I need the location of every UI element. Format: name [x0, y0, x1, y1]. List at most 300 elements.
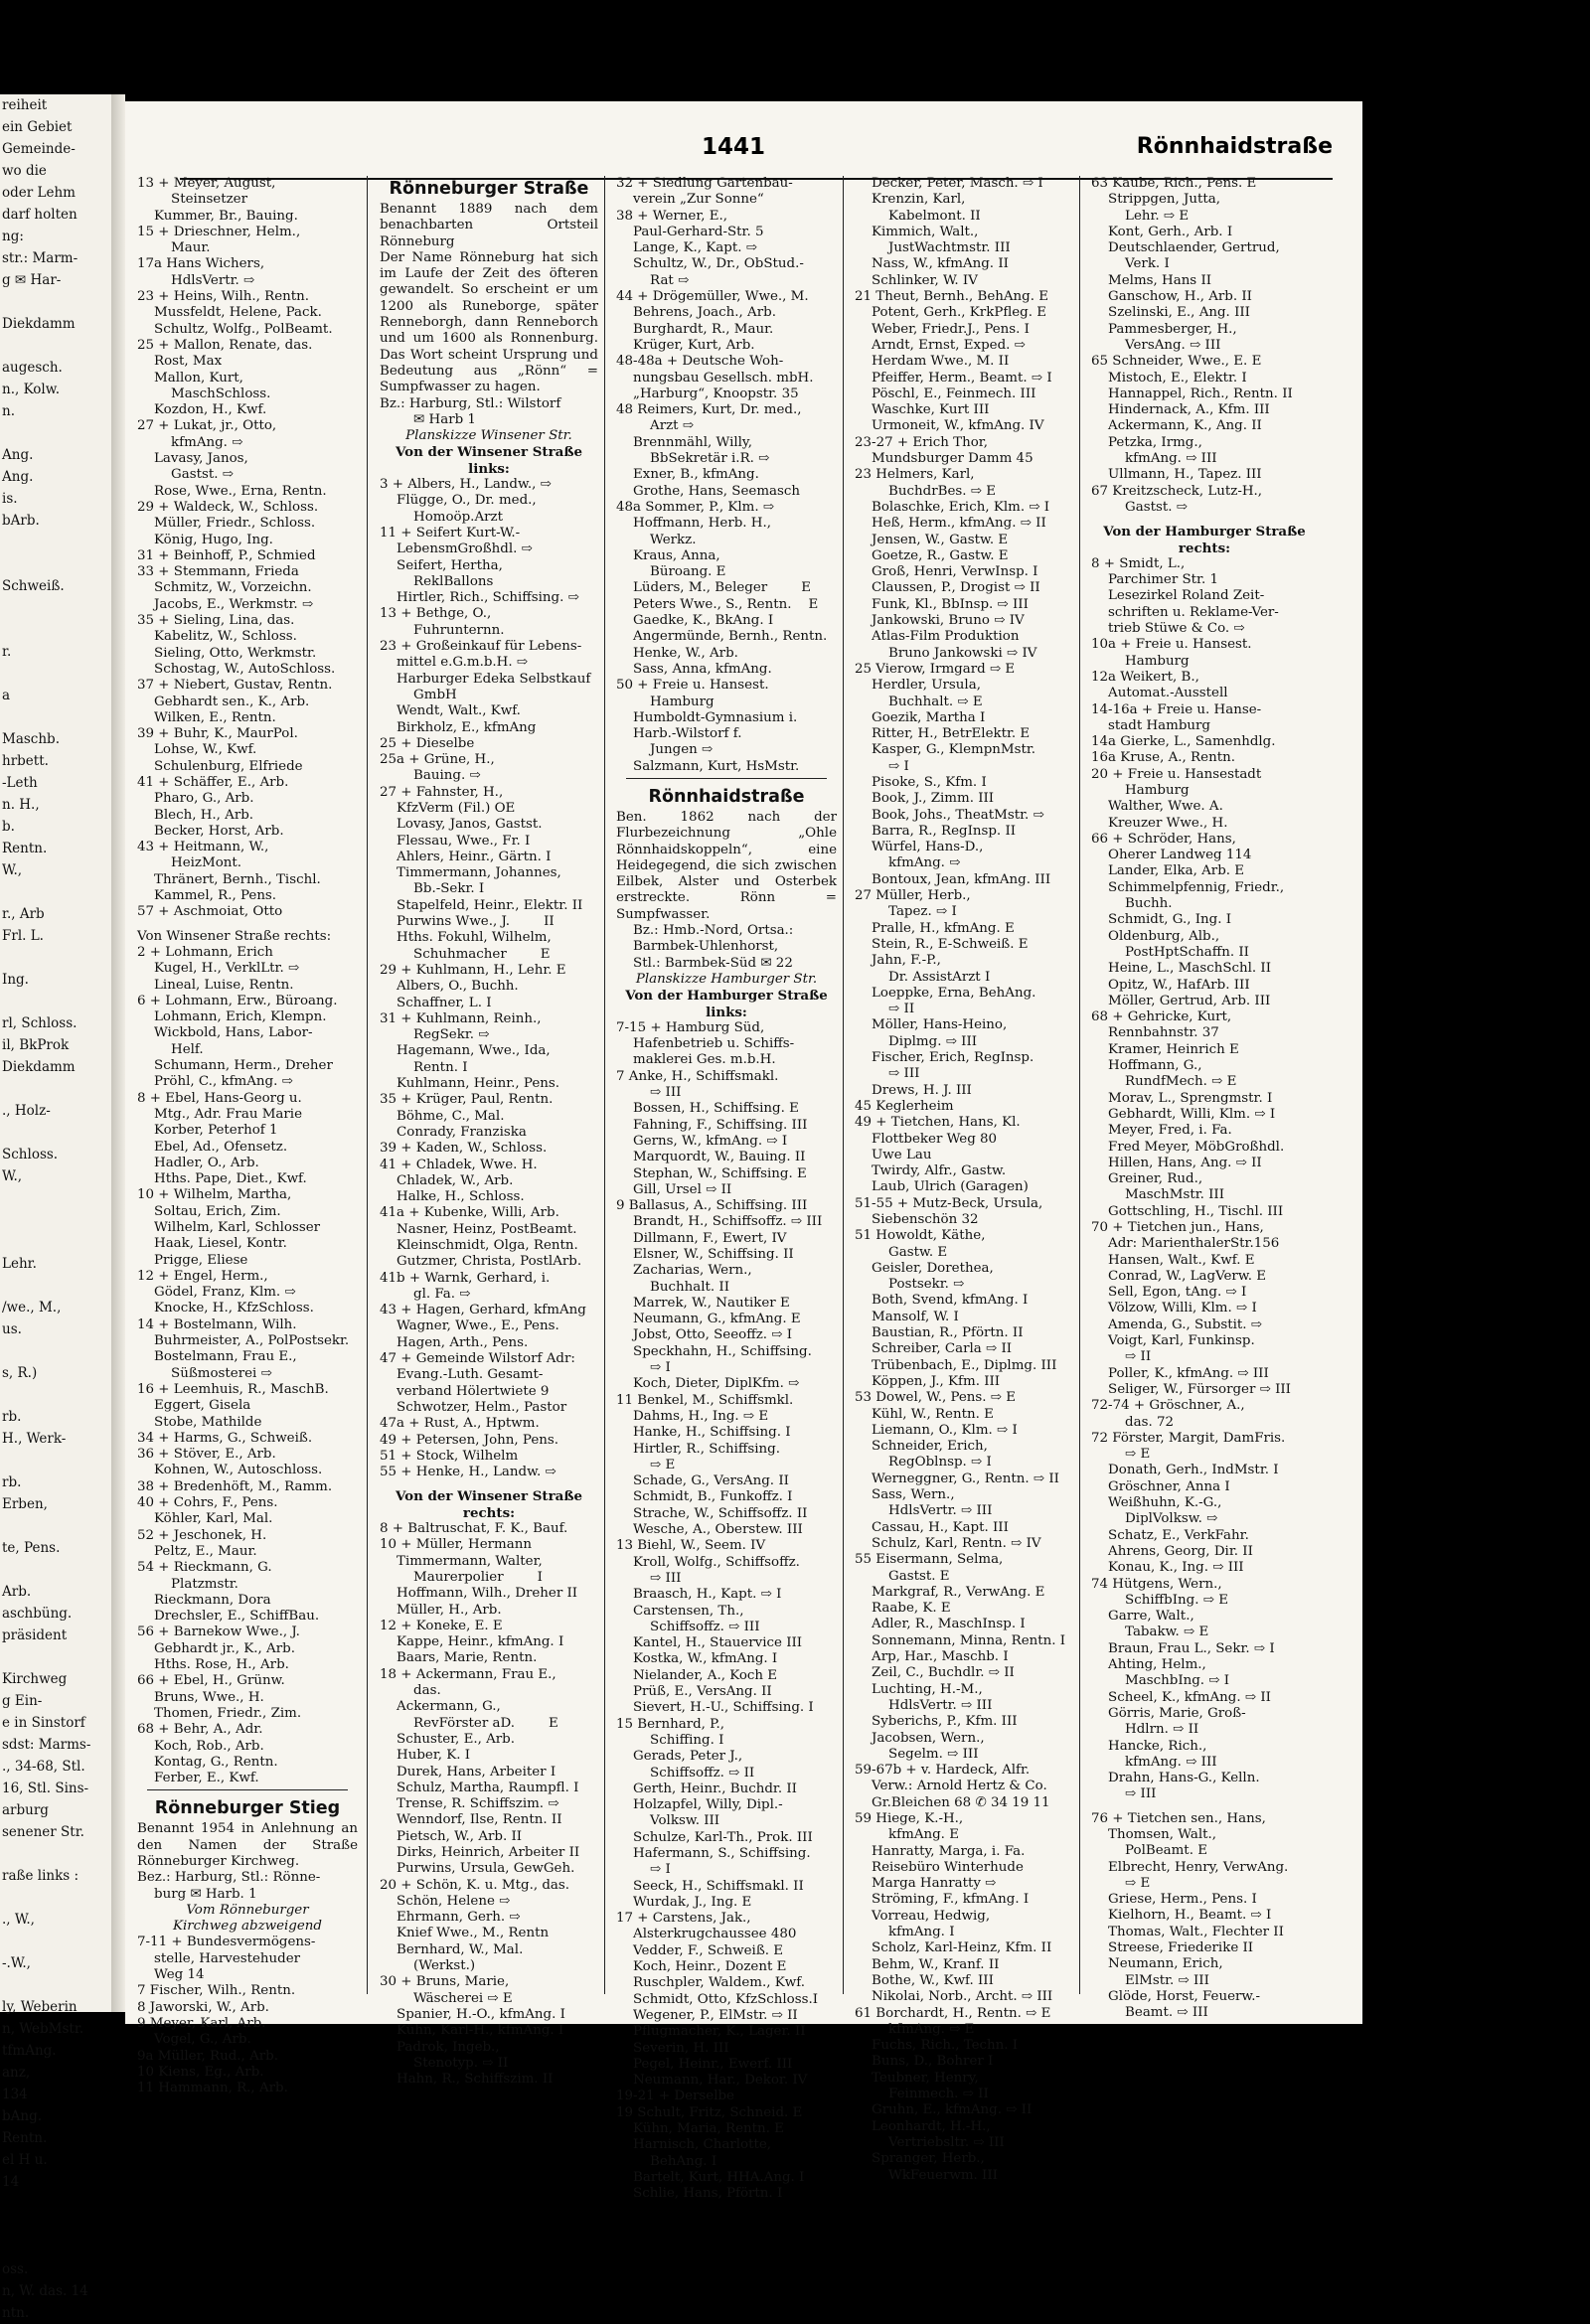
entry-line: Wickbold, Hans, Labor- — [137, 1025, 313, 1041]
entry-line: Adr: MarienthalerStr.156 — [1091, 1236, 1280, 1252]
entry-line: Schlinker, W. IV — [855, 272, 978, 288]
entry-line: Möller, Hans-Heino, — [855, 1017, 1008, 1033]
entry-line: Lineal, Luise, Rentn. — [137, 977, 294, 993]
entry-line: Adler, R., MaschInsp. I — [855, 1617, 1026, 1632]
entry-line: Müller, Friedr., Schloss. — [137, 516, 316, 532]
entry-line: Purwins Wwe., J. II — [380, 914, 555, 930]
entry-line: Schiffing. I — [616, 1732, 724, 1748]
entry-line: Platzmstr. — [137, 1576, 238, 1592]
entry-line: Koch, Heinr., Dozent E — [616, 1959, 787, 1975]
entry-line: 48-48a + Deutsche Woh- — [616, 354, 784, 370]
entry-line: Flottbeker Weg 80 — [855, 1131, 998, 1147]
entry-line: Oldenburg, Alb., — [1091, 928, 1220, 944]
column-3 — [616, 176, 837, 2202]
entry-line: Wilhelm, Karl, Schlosser — [137, 1220, 321, 1235]
entry-line: Buchh. — [1091, 896, 1173, 912]
entry-line: Voigt, Karl, Funkinsp. — [1091, 1333, 1255, 1349]
entry-line: 51 Howoldt, Käthe, — [855, 1228, 986, 1244]
entry-line: Mistoch, E., Elektr. I — [1091, 370, 1247, 386]
entry-line: Köppen, J., Kfm. III — [855, 1373, 1001, 1389]
entry-line: nungsbau Gesellsch. mbH. — [616, 370, 814, 386]
section-heading: Von der Hamburger Straße — [625, 988, 828, 1005]
left-page-line: Rentn. — [2, 841, 48, 856]
entry-line: Köhler, Karl, Mal. — [137, 1511, 273, 1527]
section-heading: links: — [706, 1004, 747, 1020]
entry-line: schriften u. Reklame-Ver- — [1091, 604, 1279, 620]
entry-line: kfmAng. ⇨ E — [855, 2021, 975, 2037]
left-page-line: Schloss. — [2, 1147, 59, 1162]
entry-line: HeizMont. — [137, 855, 242, 871]
entry-line: Pöschl, E., Feinmech. III — [855, 386, 1036, 401]
entry-line: Ruschpler, Waldem., Kwf. — [616, 1975, 805, 1991]
entry-line: 41 + Schäffer, E., Arb. — [137, 774, 289, 790]
entry-line: 55 Eisermann, Selma, — [855, 1552, 1004, 1568]
entry-line: 25 + Dieselbe — [380, 735, 475, 751]
entry-line: Humboldt-Gymnasium i. — [616, 709, 798, 725]
entry-line: Scholz, Karl-Heinz, Kfm. II — [855, 1940, 1052, 1956]
left-page-line — [0, 1122, 111, 1144]
entry-line: Scheel, K., kfmAng. ⇨ II — [1091, 1689, 1271, 1705]
entry-line: GmbH — [380, 687, 457, 702]
entry-line: 49 + Tietchen, Hans, Kl. — [855, 1115, 1021, 1131]
entry-line: Pietsch, W., Arb. II — [380, 1828, 523, 1844]
entry-line: Schostag, W., AutoSchloss. — [137, 661, 336, 677]
entry-line: 16 + Leemhuis, R., MaschB. — [137, 1381, 329, 1397]
entry-line: Evang.-Luth. Gesamt- — [380, 1367, 544, 1383]
entry-line: kfmAng. ⇨ III — [1091, 451, 1217, 467]
left-page-line: hrbett. — [2, 753, 49, 769]
plan-note: Planskizze Hamburger Str. — [635, 971, 818, 987]
entry-line: ⇨ III — [1091, 1786, 1157, 1802]
entry-line: 16a Kruse, A., Rentn. — [1091, 750, 1235, 766]
entry-line: Donath, Gerh., IndMstr. I — [1091, 1463, 1279, 1478]
left-page-line: n. — [2, 403, 15, 419]
entry-line: Gebhardt jr., K., Arb. — [137, 1640, 295, 1656]
entry-line: Glöde, Horst, Feuerw.- — [1091, 1988, 1261, 2004]
running-head: Rönnhaidstraße — [1136, 134, 1333, 159]
entry-line: Bz.: Harburg, Stl.: Wilstorf — [380, 395, 561, 411]
entry-line: 43 + Hagen, Gerhard, kfmAng — [380, 1303, 586, 1318]
entry-line: 18 + Ackermann, Frau E., — [380, 1666, 556, 1682]
left-page-line — [0, 991, 111, 1012]
entry-line: ⇨ I — [616, 1862, 671, 1878]
entry-line: Kielhorn, H., Beamt. ⇨ I — [1091, 1908, 1272, 1924]
entry-line: 50 + Freie u. Hansest. — [616, 678, 769, 694]
left-page-line: -.W., — [2, 1955, 31, 1971]
entry-line: Hahn, R., Schiffszim. II — [380, 2072, 554, 2088]
entry-line: Deutschlaender, Gertrud, — [1091, 240, 1280, 256]
entry-line: burg ✉ Harb. 1 — [137, 1886, 257, 1902]
entry-line: Kimmich, Walt., — [855, 224, 979, 239]
entry-line: WkFeuerwm. III — [855, 2167, 998, 2183]
entry-line: Hamburg — [1091, 653, 1190, 669]
entry-line: Albers, O., Buchh. — [380, 979, 519, 995]
directory-page — [125, 101, 1362, 2202]
entry-line: Kabelitz, W., Schloss. — [137, 629, 297, 645]
left-page-line — [0, 1450, 111, 1472]
entry-line: Nielander, A., Koch E — [616, 1667, 778, 1683]
entry-line: Herdam Wwe., M. II — [855, 354, 1010, 370]
entry-line: 13 + Bethge, O., — [380, 606, 492, 622]
entry-line: Dahms, H., Ing. ⇨ E — [616, 1408, 769, 1424]
entry-line: Schmidt, B., Funkoffz. I — [616, 1489, 793, 1505]
left-page-line: r., Arb — [2, 906, 45, 922]
entry-line: Kraus, Anna, — [616, 547, 720, 563]
entry-line: Krüger, Kurt, Arb. — [616, 337, 755, 353]
entry-line: Alsterkrugchaussee 480 — [616, 1927, 797, 1942]
left-page-line: präsident — [2, 1627, 68, 1643]
entry-line: 47 + Gemeinde Wilstorf Adr: — [380, 1351, 575, 1367]
entry-line: gl. Fa. ⇨ — [380, 1286, 471, 1302]
left-page-line: aschbüng. — [2, 1606, 73, 1622]
entry-line: Bz.: Hmb.-Nord, Ortsa.: — [616, 923, 794, 939]
left-page-line — [0, 1340, 111, 1362]
entry-line: 43 + Heitmann, W., — [137, 840, 269, 855]
entry-line: Fred Meyer, MöbGroßhdl. — [1091, 1139, 1285, 1155]
left-page-line: Rentn. — [2, 2130, 48, 2146]
entry-line: Bernhard, W., Mal. — [380, 1941, 524, 1957]
entry-line: Gastst. E — [855, 1568, 950, 1584]
left-page-line: reiheit — [2, 97, 48, 113]
entry-line: Tapez. ⇨ I — [855, 904, 957, 920]
entry-line: Birkholz, E., kfmAng — [380, 719, 537, 735]
left-page-line: Erben, — [2, 1496, 48, 1512]
entry-line: Stephan, W., Schiffsing. E — [616, 1165, 807, 1181]
page-number: 1441 — [702, 134, 766, 160]
entry-line: Werkz. — [616, 532, 697, 547]
entry-line: Reisebüro Winterhude — [855, 1859, 1024, 1875]
column-divider — [1079, 176, 1080, 1994]
entry-line: Drechsler, E., SchiffBau. — [137, 1609, 320, 1625]
entry-line: 61 Borchardt, H., Rentn. ⇨ E — [855, 2005, 1051, 2021]
entry-line: 74 Hütgens, Wern., — [1091, 1576, 1222, 1592]
entry-line: Funk, Kl., BbInsp. ⇨ III — [855, 596, 1029, 612]
entry-line: Ritter, H., BetrElektr. E — [855, 726, 1031, 742]
entry-line: Ahlers, Heinr., Gärtn. I — [380, 849, 552, 864]
street-heading: Rönneburger Stieg — [154, 1798, 341, 1819]
entry-line: Markgraf, R., VerwAng. E — [855, 1584, 1045, 1600]
entry-line: 23 + Großeinkauf für Lebens- — [380, 639, 582, 655]
left-page-line: is. — [2, 491, 18, 507]
entry-line: Hagen, Arth., Pens. — [380, 1334, 529, 1350]
column-2 — [380, 176, 598, 2088]
entry-line: Dillmann, F., Ewert, IV — [616, 1230, 787, 1246]
entry-line: Maur. — [137, 240, 211, 256]
entry-line: 63 Kaube, Rich., Pens. E — [1091, 176, 1257, 191]
entry-line: Bostelmann, Frau E., — [137, 1349, 297, 1365]
left-page-line: rl, Schloss. — [2, 1015, 78, 1031]
entry-line: Hths. Fokuhl, Wilhelm, — [380, 930, 552, 946]
entry-line: Buchhalt. II — [616, 1279, 730, 1295]
entry-line: Opitz, W., HafArb. III — [1091, 977, 1250, 993]
entry-line: kfmAng. ⇨ III — [1091, 1754, 1217, 1770]
entry-line: Beamt. ⇨ III — [1091, 2005, 1208, 2021]
entry-line: Sievert, H.-U., Schiffsing. I — [616, 1700, 814, 1716]
left-page-line — [0, 335, 111, 357]
entry-line: Arzt ⇨ — [616, 418, 695, 434]
entry-line: Ferber, E., Kwf. — [137, 1771, 259, 1786]
entry-line: 56 + Barnekow Wwe., J. — [137, 1625, 300, 1640]
entry-line: Schultz, Wolfg., PolBeamt. — [137, 321, 333, 337]
entry-line: 25 + Mallon, Renate, das. — [137, 337, 313, 353]
entry-line: 17 + Carstens, Jak., — [616, 1911, 751, 1927]
entry-line: 41b + Warnk, Gerhard, i. — [380, 1270, 551, 1286]
entry-line: Hamburg — [616, 694, 715, 709]
entry-line: Möller, Gertrud, Arb. III — [1091, 993, 1271, 1008]
entry-line: Peltz, E., Maur. — [137, 1543, 257, 1559]
entry-line: „Harburg“, Knoopstr. 35 — [616, 386, 799, 401]
entry-line: Pegel, Heinr., Ewerf. III — [616, 2056, 793, 2072]
entry-line: Schulenburg, Elfriede — [137, 758, 303, 774]
entry-line: Heß, Herm., kfmAng. ⇨ II — [855, 516, 1046, 532]
entry-line: 20 + Freie u. Hansestadt — [1091, 766, 1262, 782]
entry-line: stadt Hamburg — [1091, 717, 1210, 733]
entry-line: ⇨ III — [616, 1570, 682, 1586]
entry-line: Sass, Wern., — [855, 1487, 955, 1503]
left-page-line: a — [2, 688, 11, 703]
entry-line: 10a + Freie u. Hansest. — [1091, 637, 1252, 653]
entry-line: 9 Meyer, Karl, Arb. — [137, 2015, 266, 2031]
entry-line: Garre, Walt., — [1091, 1609, 1194, 1625]
left-page-line: b. — [2, 819, 15, 835]
entry-line: Holzapfel, Willy, Dipl.- — [616, 1797, 783, 1813]
left-page-line: Schweiß. — [2, 578, 65, 594]
entry-line: Hagemann, Wwe., Ida, — [380, 1043, 551, 1059]
entry-line: Büroang. E — [616, 564, 726, 580]
entry-line: Melms, Hans II — [1091, 272, 1212, 288]
entry-line: Pröhl, C., kfmAng. ⇨ — [137, 1074, 293, 1090]
left-page-line — [0, 1275, 111, 1297]
left-page-line: ., 34-68, Stl. — [2, 1759, 85, 1775]
entry-line: Müller, H., Arb. — [380, 1602, 502, 1618]
entry-line: Oherer Landweg 114 — [1091, 848, 1252, 863]
street-separator — [626, 778, 827, 779]
section-heading: Von der Hamburger Straße — [1103, 524, 1306, 541]
left-page-line: bAng. — [2, 2108, 43, 2124]
entry-line: Hanratty, Marga, i. Fa. — [855, 1843, 1026, 1859]
left-page-line: n, WebMstr. — [2, 2021, 84, 2037]
entry-line: Hoffmann, Herb. H., — [616, 516, 771, 532]
entry-line: Braun, Frau L., Sekr. ⇨ I — [1091, 1640, 1275, 1656]
entry-line: Mtg., Adr. Frau Marie — [137, 1106, 303, 1122]
entry-line: 6 + Lohmann, Erw., Büroang. — [137, 993, 338, 1008]
entry-line: 31 + Beinhoff, P., Schmied — [137, 547, 316, 563]
entry-line: Loeppke, Erna, BehAng. — [855, 985, 1036, 1001]
left-page-line: Maschb. — [2, 731, 60, 747]
entry-line: HdlsVertr. ⇨ — [137, 272, 255, 288]
entry-line: Brennmähl, Willy, — [616, 434, 752, 450]
entry-line: Ströming, F., kfmAng. I — [855, 1892, 1030, 1908]
entry-line: Siebenschön 32 — [855, 1212, 979, 1227]
entry-line: Kramer, Heinrich E — [1091, 1041, 1239, 1057]
left-page-line: Diekdamm — [2, 1059, 76, 1075]
entry-line: Gerns, W., kfmAng. ⇨ I — [616, 1133, 788, 1149]
entry-line: Grothe, Hans, Seemasch — [616, 483, 800, 499]
entry-line: Durek, Hans, Arbeiter I — [380, 1764, 556, 1780]
entry-line: Kleinschmidt, Olga, Rentn. — [380, 1238, 578, 1253]
left-page-line — [0, 1931, 111, 1952]
entry-line: Stl.: Barmbek-Süd ✉ 22 — [616, 955, 793, 971]
section-heading: Von der Winsener Straße — [395, 444, 583, 461]
left-page-line: anz, — [2, 2065, 31, 2081]
left-page-line: oder Lehm — [2, 185, 76, 201]
entry-line: Pisoke, S., Kfm. I — [855, 774, 987, 790]
entry-line: Haak, Liesel, Kontr. — [137, 1236, 287, 1252]
entry-line: 11 Benkel, M., Schiffsmkl. — [616, 1392, 794, 1408]
entry-line: Thomas, Walt., Flechter II — [1091, 1924, 1284, 1939]
entry-line: Sonnemann, Minna, Rentn. I — [855, 1632, 1066, 1648]
entry-line: Griese, Herm., Pens. I — [1091, 1892, 1257, 1908]
entry-line: Strippgen, Jutta, — [1091, 192, 1221, 208]
entry-line: Schmitz, W., Vorzeichn. — [137, 580, 312, 596]
left-page-line — [0, 1974, 111, 1996]
entry-line: Flessau, Wwe., Fr. I — [380, 833, 531, 849]
entry-line: Chladek, W., Arb. — [380, 1172, 514, 1188]
entry-line: Spanier, H.-O., kfmAng. I — [380, 2006, 565, 2022]
left-page-line: darf holten — [2, 207, 78, 223]
entry-line: Schuster, E., Arb. — [380, 1731, 516, 1747]
entry-line: Wurdak, J., Ing. E — [616, 1894, 752, 1910]
entry-line: ⇨ II — [1091, 1349, 1152, 1365]
entry-line: BuchdrBes. ⇨ E — [855, 483, 997, 499]
entry-line: JustWachtmstr. III — [855, 240, 1011, 256]
left-page-line: el H u. — [2, 2152, 48, 2168]
entry-line: Schultz, W., Dr., ObStud.- — [616, 256, 804, 272]
left-page-line: n, W. das. 14 — [2, 2283, 88, 2299]
entry-line: 7 Fischer, Wilh., Rentn. — [137, 1983, 296, 1999]
entry-line: Hths. Rose, H., Arb. — [137, 1657, 289, 1673]
entry-line: Vedder, F., Schweiß. E — [616, 1942, 784, 1958]
entry-line: Eggert, Gisela — [137, 1398, 251, 1414]
entry-line: Thomen, Friedr., Zim. — [137, 1705, 302, 1721]
entry-line: 45 Keglerheim — [855, 1098, 954, 1114]
entry-line: HdlsVertr. ⇨ III — [855, 1503, 993, 1519]
entry-line: Kabelmont. II — [855, 208, 981, 224]
entry-line: Hirtler, Rich., Schiffsing. ⇨ — [380, 590, 579, 606]
entry-line: Decker, Peter, Masch. ⇨ I — [855, 176, 1043, 191]
entry-line: Brandt, H., Schiffsoffz. ⇨ III — [616, 1214, 823, 1230]
left-page-line: 134 — [2, 2087, 28, 2102]
entry-line: 35 + Krüger, Paul, Rentn. — [380, 1092, 554, 1108]
entry-line: das. — [380, 1683, 441, 1699]
entry-line: 25a + Grüne, H., — [380, 752, 495, 768]
entry-line: Schumann, Herm., Dreher — [137, 1058, 333, 1074]
left-page-line: ., Holz- — [2, 1103, 51, 1119]
entry-line: Laub, Ulrich (Garagen) — [855, 1179, 1029, 1195]
entry-line: Groß, Henri, VerwInsp. I — [855, 564, 1038, 580]
entry-line: 19 Schult, Fritz, Schneid. E — [616, 2104, 803, 2120]
entry-line: Segelm. ⇨ III — [855, 1746, 979, 1762]
entry-line: VersAng. ⇨ III — [1091, 337, 1221, 353]
entry-line: Tabakw. ⇨ E — [1091, 1625, 1209, 1640]
entry-line: Hindernack, A., Kfm. III — [1091, 402, 1270, 418]
entry-line: Lohmann, Erich, Klempn. — [137, 1009, 327, 1025]
entry-line: Schmidt, G., Ing. I — [1091, 912, 1232, 928]
entry-line: Hoffmann, Wilh., Dreher II — [380, 1586, 578, 1602]
left-page-line — [0, 1646, 111, 1668]
entry-line: Jobst, Otto, Seeoffz. ⇨ I — [616, 1327, 793, 1343]
entry-line: Becker, Horst, Arb. — [137, 823, 284, 839]
entry-line: Stapelfeld, Heinr., Elektr. II — [380, 897, 583, 913]
left-page-line — [0, 706, 111, 728]
entry-line: Kuhlmann, Heinr., Pens. — [380, 1076, 560, 1092]
entry-line: Peters Wwe., S., Rentn. E — [616, 596, 819, 612]
entry-line: Meyer, Fred, i. Fa. — [1091, 1123, 1232, 1139]
entry-line: Koch, Rob., Arb. — [137, 1738, 264, 1754]
street-heading: Rönneburger Straße — [389, 179, 589, 199]
left-page-line — [0, 291, 111, 313]
entry-line: 55 + Henke, H., Landw. ⇨ — [380, 1465, 556, 1480]
entry-line: ✉ Harb 1 — [380, 411, 476, 427]
entry-line: 29 + Waldeck, W., Schloss. — [137, 499, 319, 515]
entry-line: ⇨ III — [855, 1066, 920, 1082]
entry-line: Gaedke, K., BkAng. I — [616, 613, 774, 629]
entry-line: Mansolf, W. I — [855, 1309, 959, 1324]
entry-line: kfmAng. ⇨ — [855, 855, 961, 871]
left-page-line: str.: Marm- — [2, 250, 79, 266]
entry-line: 14a Gierke, L., Samenhdlg. — [1091, 734, 1276, 750]
entry-line: Bauing. ⇨ — [380, 768, 481, 784]
entry-line: 27 + Lukat, jr., Otto, — [137, 418, 277, 434]
entry-line: Ganschow, H., Arb. II — [1091, 289, 1252, 305]
left-page-line: rb. — [2, 1474, 22, 1490]
entry-line: Syberichs, P., Kfm. III — [855, 1714, 1018, 1730]
entry-line: Sell, Egon, tAng. ⇨ I — [1091, 1285, 1247, 1301]
left-page-line: us. — [2, 1321, 22, 1337]
left-page-line: ly, Weberin — [2, 1999, 78, 2015]
entry-line: 65 Schneider, Wwe., E. E — [1091, 354, 1262, 370]
entry-line: Ahrens, Georg, Dir. II — [1091, 1543, 1253, 1559]
entry-line: 53 Dowel, W., Pens. ⇨ E — [855, 1390, 1017, 1406]
entry-line: Szelinski, E., Ang. III — [1091, 305, 1250, 321]
entry-line: Padrok, Ingeb., — [380, 2039, 500, 2055]
left-page-line — [0, 1515, 111, 1537]
entry-line: Henke, W., Arb. — [616, 645, 738, 661]
left-page-line: g Ein- — [2, 1693, 43, 1709]
entry-line: 19-21 + Derselbe — [616, 2089, 734, 2104]
entry-line: Sieling, Otto, Werkmstr. — [137, 645, 317, 661]
entry-line: Böhme, C., Mal. — [380, 1108, 505, 1124]
left-page-line: g ✉ Har- — [2, 272, 62, 288]
entry-line: Ackermann, G., — [380, 1699, 501, 1715]
entry-line: 41 + Chladek, Wwe. H. — [380, 1157, 538, 1172]
entry-line: 39 + Kaden, W., Schloss. — [380, 1141, 548, 1157]
entry-line: 12a Weikert, B., — [1091, 669, 1199, 685]
entry-line: Postsekr. ⇨ — [855, 1277, 965, 1293]
left-page-line — [0, 1231, 111, 1253]
entry-line: MaschbIng. ⇨ I — [1091, 1673, 1230, 1689]
entry-line: 68 + Behr, A., Adr. — [137, 1722, 263, 1738]
left-page-line: -Leth — [2, 775, 38, 791]
entry-line: Timmermann, Johannes, — [380, 865, 561, 881]
entry-line: Bartelt, Kurt, HHA.Ang. I — [616, 2169, 805, 2185]
entry-line: Nikolai, Norb., Archt. ⇨ III — [855, 1989, 1053, 2005]
entry-line: Amenda, G., Substit. ⇨ — [1091, 1317, 1263, 1332]
entry-line: Weg 14 — [137, 1967, 205, 1983]
street-description: Der Name Rönneburg hat sich im Laufe der Zeit des öfteren gewandelt. So erscheint er um 1200 als Runeborge, später Renneborgh, dann Renneborch und um 1600 als Ronnenburg. Das Wort scheint Ursprung und Bedeutung aus „Rönn“ = Sumpfwasser zu hagen. — [380, 249, 598, 395]
entry-line: Waschke, Kurt III — [855, 402, 990, 418]
entry-line: Ahting, Helm., — [1091, 1657, 1206, 1673]
entry-line: Schiffsoffz. ⇨ II — [616, 1765, 755, 1781]
entry-line: Hafenbetrieb u. Schiffs- — [616, 1036, 795, 1052]
entry-line: Bruns, Wwe., H. — [137, 1689, 264, 1705]
entry-line: Kont, Gerh., Arb. I — [1091, 224, 1233, 239]
left-page-line — [0, 881, 111, 903]
entry-line: ⇨ I — [616, 1360, 671, 1376]
entry-line: Wagner, Wwe., E., Pens. — [380, 1318, 559, 1334]
entry-line: RevFörster aD. E — [380, 1715, 558, 1731]
entry-line: Angermünde, Bernh., Rentn. — [616, 629, 828, 645]
